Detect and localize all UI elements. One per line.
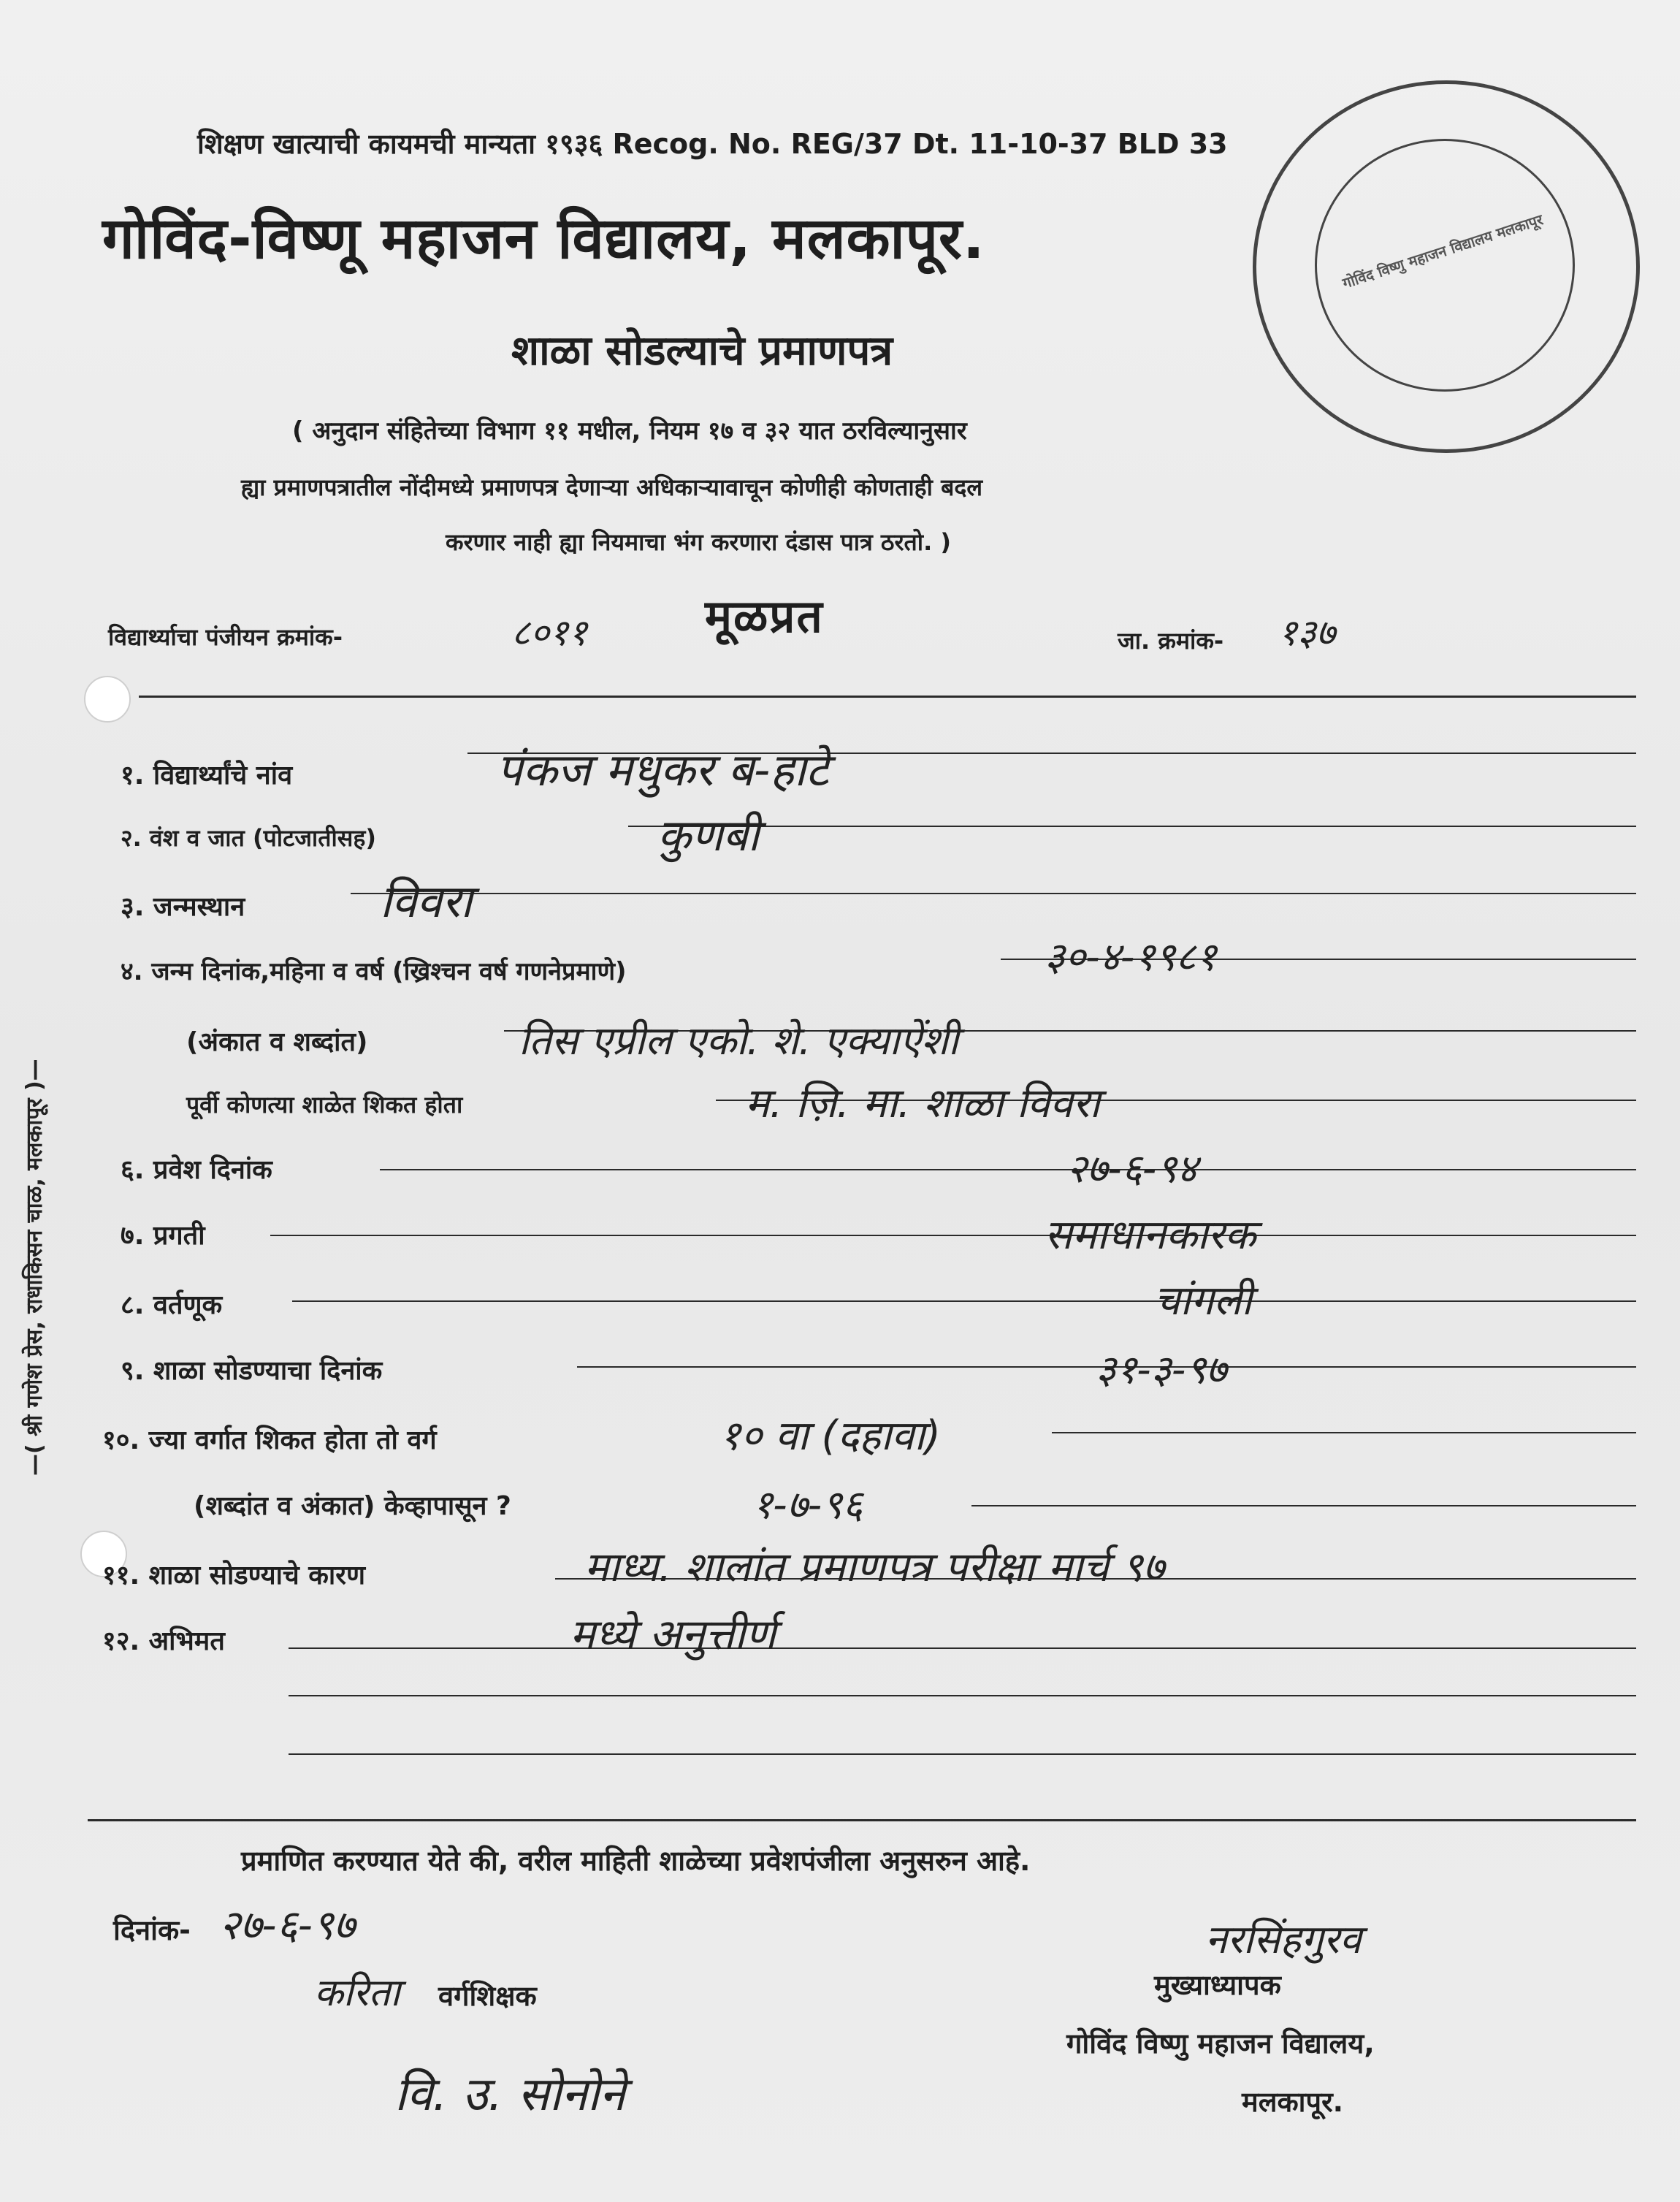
field-value-progress: समाधानकारक	[1045, 1211, 1256, 1259]
rule	[289, 1695, 1636, 1696]
field-value-conduct: चांगली	[1154, 1277, 1253, 1325]
field-value-name: पंकज मधुकर ब-हाटे	[497, 743, 829, 796]
divider-bottom	[88, 1819, 1636, 1821]
date-label: दिनांक-	[113, 1914, 191, 1946]
recognition-line: शिक्षण खात्याची कायमची मान्यता १९३६ Recog. No. REG/37 Dt. 11-10-37 BLD 33	[197, 128, 1228, 160]
field-label-birthdate: ४. जन्म दिनांक,महिना व वर्ष (ख्रिश्चन वर्ष गणनेप्रमाणे)	[121, 957, 627, 986]
clerk-signature: वि. उ. सोनोने	[394, 2068, 626, 2122]
date-value: २७-६-९७	[219, 1902, 356, 1949]
field-label-name: १. विद्यार्थ्यांचे नांव	[121, 761, 293, 790]
rule	[380, 1169, 1636, 1170]
field-label-birthplace: ३. जन्मस्थान	[121, 892, 245, 922]
field-value-birthplace: विवरा	[380, 875, 473, 928]
registration-label: विद्यार्थ्याचा पंजीयन क्रमांक-	[108, 623, 343, 651]
headmaster-place: मलकापूर.	[1242, 2086, 1344, 2118]
certificate-title: शाळा सोडल्याचे प्रमाणपत्र	[511, 327, 893, 375]
field-value-previous-school: म. ज़ि. मा. शाळा विवरा	[745, 1080, 1100, 1127]
field-label-leaving-date: ९. शाळा सोडण्याचा दिनांक	[121, 1356, 383, 1386]
field-label-leaving-reason: ११. शाळा सोडण्याचे कारण	[102, 1561, 366, 1590]
field-value-class: १० वा (दहावा)	[719, 1412, 941, 1460]
rule-line-2: ह्या प्रमाणपत्रातील नोंदीमध्ये प्रमाणपत्र देणाऱ्या अधिकाऱ्यावाचून कोणीही कोणताही बदल	[241, 473, 983, 501]
rule	[289, 1647, 1636, 1649]
clerk-label: वर्गशिक्षक	[438, 1980, 537, 2012]
registration-value: ८०११	[511, 612, 587, 654]
field-label-remarks: १२. अभिमत	[102, 1626, 225, 1656]
headmaster-school: गोविंद विष्णु महाजन विद्यालय,	[1066, 2027, 1375, 2060]
rule-line-1: ( अनुदान संहितेच्या विभाग ११ मधील, नियम १७ व ३२ यात ठरविल्यानुसार	[292, 416, 967, 446]
rule	[270, 1235, 1636, 1236]
clerk-handwritten-prefix: करिता	[314, 1971, 400, 2015]
field-value-remarks: मध्ये अनुत्तीर्ण	[570, 1609, 776, 1659]
certification-statement: प्रमाणित करण्यात येते की, वरील माहिती शाळेच्या प्रवेशपंजीला अनुसरुन आहे.	[241, 1845, 1031, 1877]
outward-number-value: १३७	[1278, 612, 1335, 654]
field-label-birthdate-words: (अंकात व शब्दांत)	[186, 1027, 368, 1057]
field-value-leaving-date: ३१-३-९७	[1096, 1346, 1227, 1393]
headmaster-label: मुख्याध्यापक	[1154, 1969, 1281, 2001]
original-copy-mark: मूळप्रत	[705, 590, 824, 643]
rule	[1052, 1432, 1636, 1433]
rule	[351, 893, 1636, 894]
field-value-leaving-reason: माध्य. शालांत प्रमाणपत्र परीक्षा मार्च ९७	[584, 1544, 1165, 1591]
printer-imprint: —( श्री गणेश प्रेस, राधाकिसन चाळ, मलकापूर )—	[22, 1059, 47, 1476]
field-value-birthdate: ३०-४-१९८१	[1045, 934, 1217, 980]
field-label-progress: ७. प्रगती	[121, 1221, 205, 1251]
outward-number-label: जा. क्रमांक-	[1118, 627, 1224, 655]
rule	[628, 826, 1636, 827]
field-label-class-since: (शब्दांत व अंकात) केव्हापासून ?	[194, 1491, 511, 1521]
field-label-caste: २. वंश व जात (पोटजातीसह)	[121, 824, 377, 852]
rule	[292, 1300, 1636, 1302]
school-stamp-inner-ring	[1315, 139, 1575, 392]
field-label-previous-school: पूर्वी कोणत्या शाळेत शिकत होता	[186, 1091, 463, 1119]
divider-top	[139, 696, 1636, 698]
field-label-admission-date: ६. प्रवेश दिनांक	[121, 1155, 272, 1185]
school-stamp-text: गोविंद विष्णु महाजन विद्यालय मलकापूर	[1340, 210, 1546, 292]
field-value-admission-date: २७-६-९४	[1066, 1146, 1198, 1192]
rule	[289, 1753, 1636, 1755]
punch-hole-top	[84, 676, 131, 723]
field-value-caste: कुणबी	[657, 810, 760, 861]
field-label-conduct: ८. वर्तणूक	[121, 1290, 223, 1320]
field-value-birthdate-words: तिस एप्रील एको. शे. एक्याऐंशी	[519, 1018, 959, 1064]
rule-line-3: करणार नाही ह्या नियमाचा भंग करणारा दंडास पात्र ठरतो. )	[446, 528, 952, 556]
school-name: गोविंद-विष्णू महाजन विद्यालय, मलकापूर.	[102, 206, 985, 272]
field-label-class: १०. ज्या वर्गात शिकत होता तो वर्ग	[102, 1425, 437, 1455]
field-value-class-since: १-७-९६	[752, 1482, 863, 1528]
rule	[971, 1505, 1636, 1506]
headmaster-signature: नरसिंहगुरव	[1205, 1916, 1362, 1962]
